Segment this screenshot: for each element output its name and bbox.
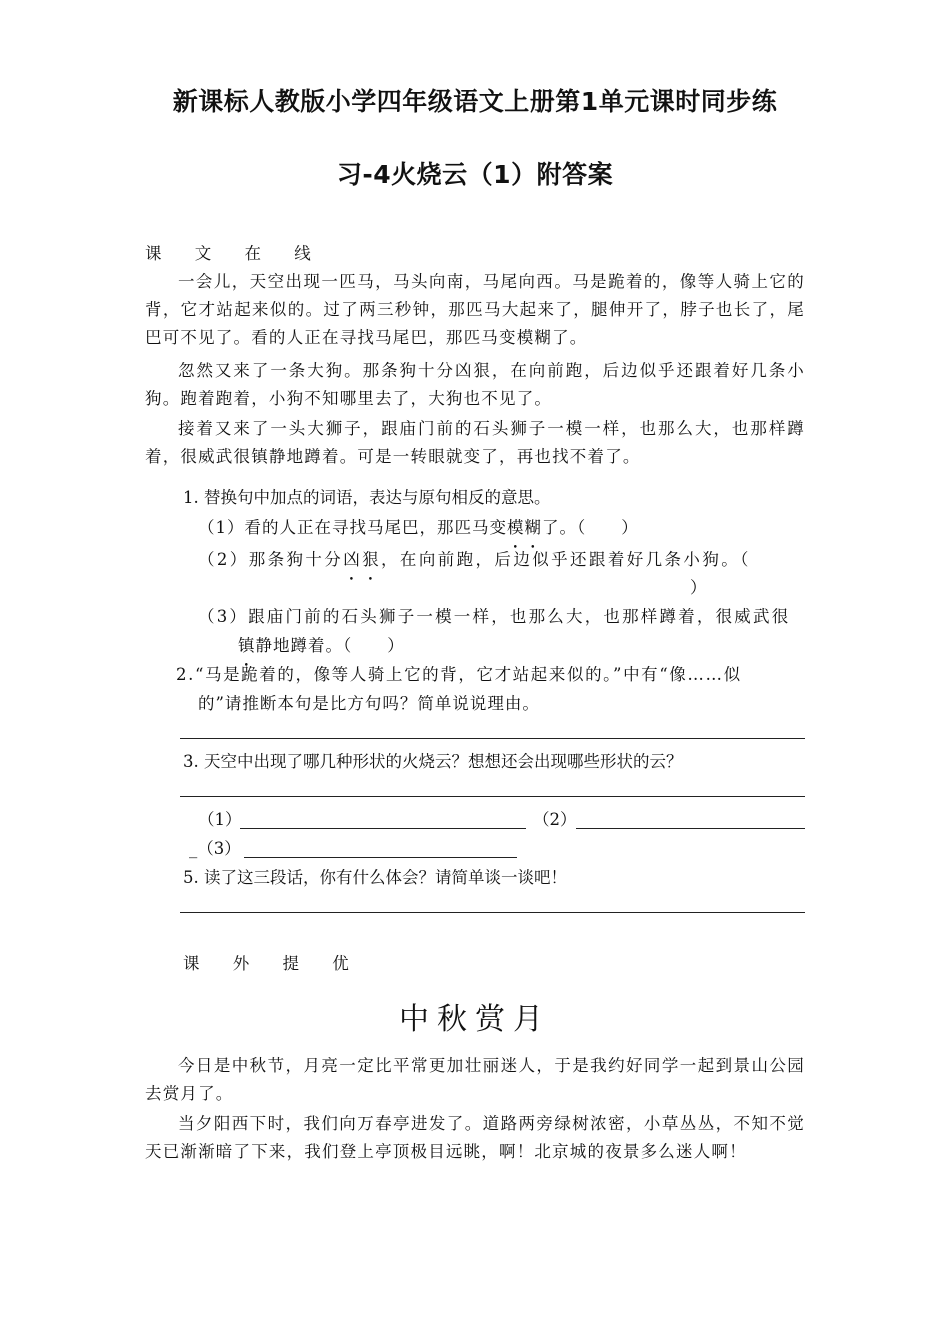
q1-item1-answer-blank[interactable]: 了。（ ） [542,518,639,537]
answer-line-q3-2[interactable] [576,828,805,829]
question-1-item-1 [198,514,639,542]
emphasis-char: 静 [255,636,273,655]
question-3-prompt: 3. 天空中出现了哪几种形状的火烧云？想想还会出现哪些形状的云？ [183,752,683,771]
q3-label-2: （2） [533,810,577,829]
q1-item2-answer-blank[interactable]: ，在向前跑，后边似乎还跟着好几条小狗。（ [381,550,751,569]
emphasis-dot-char: 凶 [343,550,363,569]
q1-item3-answer-blank[interactable]: 地蹲着。（ ） [273,636,405,655]
emphasis-dot-char: 镇 [238,636,256,655]
emphasis-dot-char: 模 [507,518,525,537]
story-title: 中秋赏月 [399,1002,551,1037]
question-1-item-3-line2 [238,632,405,660]
answer-line-q5[interactable] [180,912,805,913]
question-2-line2: 的”请推断本句是比方句吗？简单说说理由。 [198,694,540,713]
document-title-line1: 新课标人教版小学四年级语文上册第1单元课时同步练 [172,87,778,116]
emphasis-dot-char: 狠 [362,550,382,569]
q3-label-1: （1） [198,810,242,829]
question-2-line1: 2.“马是跪着的，像等人骑上它的背，它才站起来似的。”中有“像……似 [176,665,742,684]
q1-item2-close-paren: ） [690,578,707,597]
q1-item1-text: （1）看的人正在寻找马尾巴，那匹马变 [198,518,507,537]
passage-paragraph-1: 一会儿，天空出现一匹马，马头向南，马尾向西。马是跪着的，像等人骑上它的背，它才站起来似的。过了两三秒钟，那匹马大起来了，腿伸开了，脖子也长了，尾巴可不见了。看的人正在寻找马尾巴，那匹马变模糊了。 [145,272,805,347]
question-1-item-3-line1: （3）跟庙门前的石头狮子一模一样，也那么大，也那样蹲着，很威武很 [198,607,791,626]
q1-item2-text: （2）那条狗十分 [198,550,344,569]
emphasis-dot-char: 糊 [524,518,542,537]
passage-paragraph-2: 忽然又来了一条大狗。那条狗十分凶狠，在向前跑，后边似乎还跟着好几条小狗。跑着跑着，小狗不知哪里去了，大狗也不见了。 [145,361,805,408]
answer-line-q3-3[interactable] [244,857,517,858]
passage-paragraph-3: 接着又来了一头大狮子，跟庙门前的石头狮子一模一样，也那么大，也那样蹲着，很威武很镇静地蹲着。可是一转眼就变了，再也找不着了。 [145,419,805,466]
question-1-item-2 [198,546,751,574]
answer-line-q3[interactable] [180,796,805,797]
q3-label-3: _（3） [189,839,241,858]
section-heading-extracurricular: 课 外 提 优 [183,954,363,973]
question-1-prompt: 1. 替换句中加点的词语，表达与原句相反的意思。 [183,488,551,507]
document-title-line2: 习-4火烧云（1）附答案 [336,160,614,189]
answer-line-q3-1[interactable] [240,828,526,829]
story-paragraph-2: 当夕阳西下时，我们向万春亭进发了。道路两旁绿树浓密，小草丛丛，不知不觉天已渐渐暗了下来，我们登上亭顶极目远眺，啊！北京城的夜景多么迷人啊！ [145,1114,805,1161]
question-5-prompt: 5. 读了这三段话，你有什么体会？请简单谈一谈吧！ [183,868,567,887]
section-heading-in-class: 课 文 在 线 [145,244,325,263]
story-paragraph-1: 今日是中秋节，月亮一定比平常更加壮丽迷人，于是我约好同学一起到景山公园去赏月了。 [145,1056,805,1103]
answer-line-q2[interactable] [180,738,805,739]
